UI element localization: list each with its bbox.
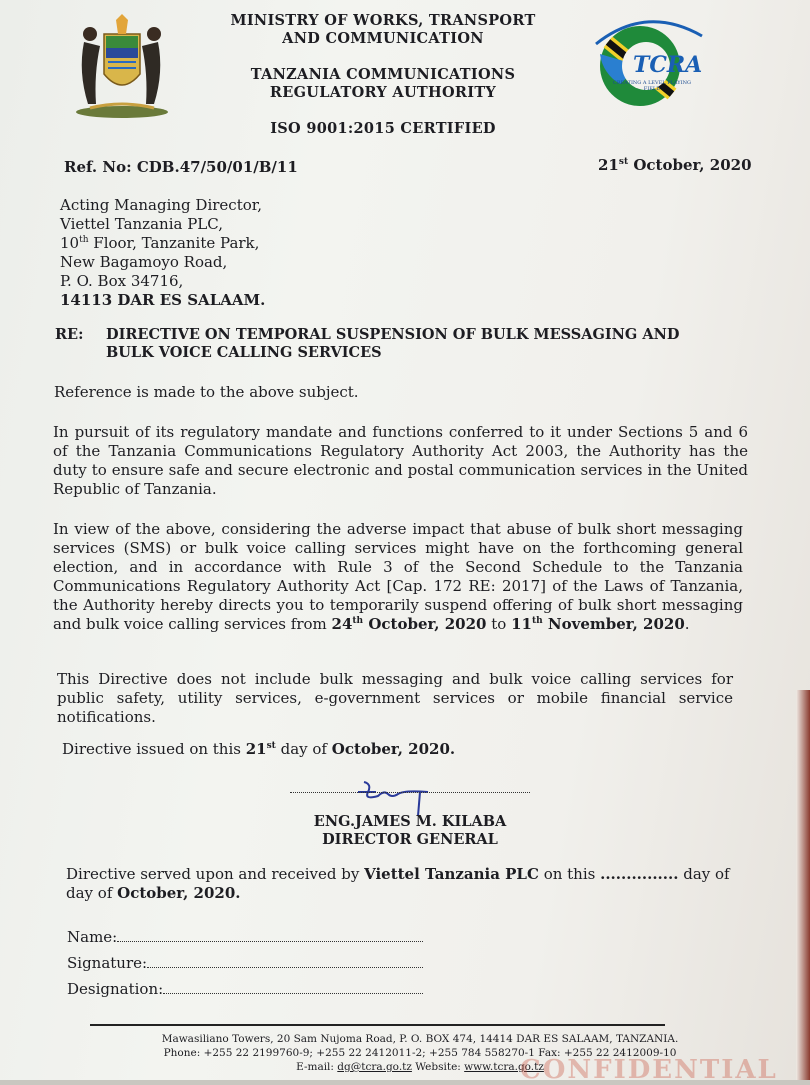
paragraph-mandate: In pursuit of its regulatory mandate and functions conferred to it under Sections 5 and 6 of the Tanzania Communications Regulatory Authority Act 2003, the Authority has the duty to ensure safe and secure electronic and postal communication services in the United Republic of Tanzania. <box>53 423 748 498</box>
page-edge-shadow <box>796 690 810 1080</box>
paragraph-directive: In view of the above, considering the adverse impact that abuse of bulk short messaging services (SMS) or bulk voice calling services might have on the forthcoming general election, and in accordance with Rule 3 of the Second Schedule to the Tanzania Communications Regulatory Authority Act [Cap. 172 RE: 2017] of the Laws of Tanzania, the Authority hereby directs you to temporarily suspend offering of bulk short messaging and bulk voice calling services from 24th October, 2020 to 11th November, 2020. <box>53 520 743 633</box>
designation-label: Designation: <box>67 980 164 998</box>
confidential-stamp: CONFIDENTIAL <box>520 1055 778 1085</box>
authority-line-1: TANZANIA COMMUNICATIONS <box>250 66 516 83</box>
ministry-line-1: MINISTRY OF WORKS, TRANSPORT <box>230 12 536 29</box>
footer-phone: Phone: +255 22 2199760-9; +255 22 2412011-2; +255 784 558270-1 Fax: +255 22 2412009-10 <box>163 1047 677 1059</box>
iso-certified: ISO 9001:2015 CERTIFIED <box>270 120 496 137</box>
signatory-title: DIRECTOR GENERAL <box>322 831 498 848</box>
name-field[interactable] <box>67 928 423 947</box>
subject-re-label: RE: <box>55 326 84 343</box>
address-line: 10th Floor, Tanzanite Park, <box>60 234 260 252</box>
served-line-2: day of October, 2020. <box>66 884 241 902</box>
email-link[interactable]: dg@tcra.go.tz <box>337 1061 412 1073</box>
reference-number: Ref. No: CDB.47/50/01/B/11 <box>64 158 298 176</box>
recipient-address <box>60 196 265 310</box>
paragraph-exclusions: This Directive does not include bulk messaging and bulk voice calling services for public safety, utility services, e-government services or mobile financial service notifications. <box>57 670 733 726</box>
ministry-line-2: AND COMMUNICATION <box>282 30 484 47</box>
ministry-heading <box>183 12 583 48</box>
served-line-1: Directive served upon and received by Viettel Tanzania PLC on this ............... day of <box>66 865 730 883</box>
signature-line <box>290 792 530 793</box>
signature-field[interactable] <box>67 954 423 973</box>
signature-label: Signature: <box>67 954 148 972</box>
address-line: 14113 DAR ES SALAAM. <box>60 291 266 309</box>
paragraph-issued: Directive issued on this 21st day of October, 2020. <box>62 740 456 758</box>
footer-contact: E-mail: dg@tcra.go.tz Website: www.tcra.go.tz <box>296 1061 544 1073</box>
subject-line <box>106 326 756 362</box>
footer-address: Mawasiliano Towers, 20 Sam Nujoma Road, P. O. BOX 474, 14414 DAR ES SALAAM, TANZANIA. <box>161 1033 679 1045</box>
subject-line-1: DIRECTIVE ON TEMPORAL SUSPENSION OF BULK MESSAGING AND <box>106 326 680 343</box>
signatory-name: ENG.JAMES M. KILABA <box>313 813 507 830</box>
letter-date: 21st October, 2020 <box>598 156 752 174</box>
website-link[interactable]: www.tcra.go.tz <box>464 1061 544 1073</box>
paragraph-reference: Reference is made to the above subject. <box>54 383 359 401</box>
address-line: Viettel Tanzania PLC, <box>60 215 223 233</box>
designation-blank[interactable] <box>163 993 423 994</box>
logo-text: TCRA <box>633 52 703 78</box>
name-label: Name: <box>67 928 118 946</box>
signature-blank[interactable] <box>147 967 423 968</box>
coat-of-arms-icon <box>70 12 174 120</box>
subject-line-2: BULK VOICE CALLING SERVICES <box>106 344 382 361</box>
logo-tagline: CREATING A LEVEL PLAYING FIELD <box>613 80 691 92</box>
designation-field[interactable] <box>67 980 423 999</box>
signatory-block <box>312 813 508 849</box>
footer-rule <box>90 1024 665 1026</box>
address-line: New Bagamoyo Road, <box>60 253 228 271</box>
authority-line-2: REGULATORY AUTHORITY <box>269 84 497 101</box>
authority-heading <box>183 66 583 102</box>
name-blank[interactable] <box>117 941 423 942</box>
address-line: Acting Managing Director, <box>60 196 263 214</box>
address-line: P. O. Box 34716, <box>60 272 184 290</box>
served-statement <box>66 865 756 903</box>
